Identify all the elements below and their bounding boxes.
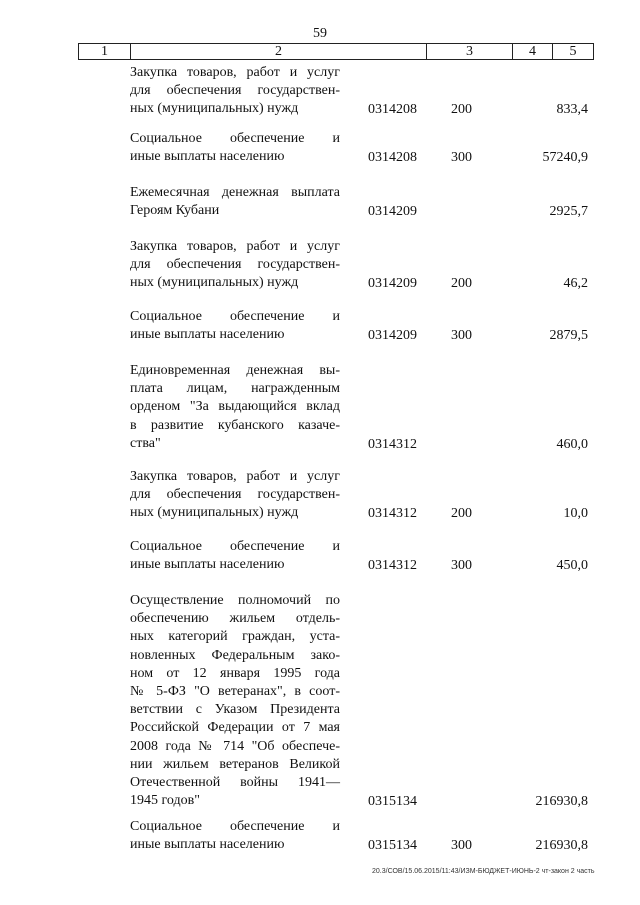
row-description-line: Героям Кубани	[130, 203, 220, 219]
row-amount: 57240,9	[542, 150, 588, 166]
row-description-line: Отечественной войны 1941—	[130, 775, 340, 791]
row-description-line: Закупка товаров, работ и услуг	[130, 469, 340, 484]
row-description-line: для обеспечения государствен-	[130, 487, 340, 503]
row-description-line: плата лицам, награжденным	[130, 381, 340, 397]
row-expense-kind: 200	[451, 276, 472, 292]
row-code: 0314209	[368, 328, 417, 344]
row-description-line: для обеспечения государствен-	[130, 257, 340, 273]
row-amount: 216930,8	[535, 794, 588, 810]
row-description	[130, 592, 340, 810]
row-expense-kind: 300	[451, 150, 472, 166]
row-description-line: обеспечению жильем отдель-	[130, 611, 340, 627]
row-code: 0315134	[368, 838, 417, 854]
row-description-line: Социальное обеспечение и	[130, 131, 340, 146]
row-amount: 833,4	[556, 102, 588, 118]
row-description-line: иные выплаты населению	[130, 149, 285, 165]
row-description-line: ства"	[130, 435, 161, 451]
row-amount: 216930,8	[535, 838, 588, 854]
row-amount: 450,0	[556, 558, 588, 574]
row-amount: 2879,5	[549, 328, 588, 344]
row-description-line: Осуществление полномочий по	[130, 593, 340, 608]
row-expense-kind: 300	[451, 838, 472, 854]
row-description-line: ветствии с Указом Президента	[130, 702, 340, 718]
row-description-line: Российской Федерации от 7 мая	[130, 720, 340, 736]
row-code: 0314312	[368, 436, 417, 452]
row-code: 0314208	[368, 102, 417, 118]
row-description	[130, 130, 340, 166]
row-description-line: орденом "За выдающийся вклад	[130, 399, 340, 415]
row-description-line: иные выплаты населению	[130, 327, 285, 343]
page-number: 59	[313, 26, 327, 41]
row-description	[130, 184, 340, 220]
row-description	[130, 238, 340, 293]
row-description	[130, 468, 340, 523]
row-amount: 10,0	[563, 506, 588, 522]
row-code: 0314312	[368, 506, 417, 522]
row-code: 0315134	[368, 794, 417, 810]
header-col-5: 5	[569, 44, 577, 59]
row-description-line: 1945 годов"	[130, 793, 200, 809]
row-description	[130, 308, 340, 344]
header-col-1: 1	[79, 44, 131, 59]
row-description-line: Закупка товаров, работ и услуг	[130, 65, 340, 80]
row-expense-kind: 200	[451, 506, 472, 522]
row-description	[130, 818, 340, 854]
row-description-line: Ежемесячная денежная выплата	[130, 185, 340, 200]
row-description-line: в развитие кубанского казаче-	[130, 417, 340, 433]
row-description-line: ных (муниципальных) нужд	[130, 101, 299, 117]
row-expense-kind: 200	[451, 102, 472, 118]
row-code: 0314312	[368, 558, 417, 574]
header-col-3: 3	[427, 44, 513, 59]
row-description	[130, 64, 340, 119]
row-description-line: 2008 года № 714 "Об обеспече-	[130, 738, 340, 754]
row-amount: 2925,7	[549, 204, 588, 220]
row-description-line: Единовременная денежная вы-	[130, 363, 340, 378]
row-description-line: № 5-ФЗ "О ветеранах", в соот-	[130, 684, 340, 700]
row-description-line: новленных Федеральным зако-	[130, 647, 340, 663]
header-col-2: 2	[131, 44, 427, 59]
row-description-line: ном от 12 января 1995 года	[130, 665, 340, 681]
row-expense-kind: 300	[451, 558, 472, 574]
row-description-line: Социальное обеспечение и	[130, 539, 340, 554]
row-description-line: ных (муниципальных) нужд	[130, 505, 299, 521]
row-expense-kind: 300	[451, 328, 472, 344]
row-description-line: Социальное обеспечение и	[130, 309, 340, 324]
row-description-line: нии жильем ветеранов Великой	[130, 756, 340, 772]
header-col-4: 4	[513, 44, 553, 59]
row-description-line: Закупка товаров, работ и услуг	[130, 239, 340, 254]
row-amount: 46,2	[563, 276, 588, 292]
row-description-line: иные выплаты населению	[130, 837, 285, 853]
row-code: 0314208	[368, 150, 417, 166]
table-header	[78, 43, 594, 60]
row-description	[130, 362, 340, 453]
row-code: 0314209	[368, 204, 417, 220]
row-description-line: иные выплаты населению	[130, 557, 285, 573]
row-description-line: Социальное обеспечение и	[130, 819, 340, 834]
row-description-line: ных категорий граждан, уста-	[130, 629, 340, 645]
document-footer: 20.3/СОВ/15.06.2015/11:43/ИЗМ-БЮДЖЕТ-ИЮНЬ-2 чт-закон 2 часть	[372, 868, 595, 875]
row-description-line: для обеспечения государствен-	[130, 83, 340, 99]
row-amount: 460,0	[556, 436, 588, 452]
row-description-line: ных (муниципальных) нужд	[130, 275, 299, 291]
row-code: 0314209	[368, 276, 417, 292]
row-description	[130, 538, 340, 574]
